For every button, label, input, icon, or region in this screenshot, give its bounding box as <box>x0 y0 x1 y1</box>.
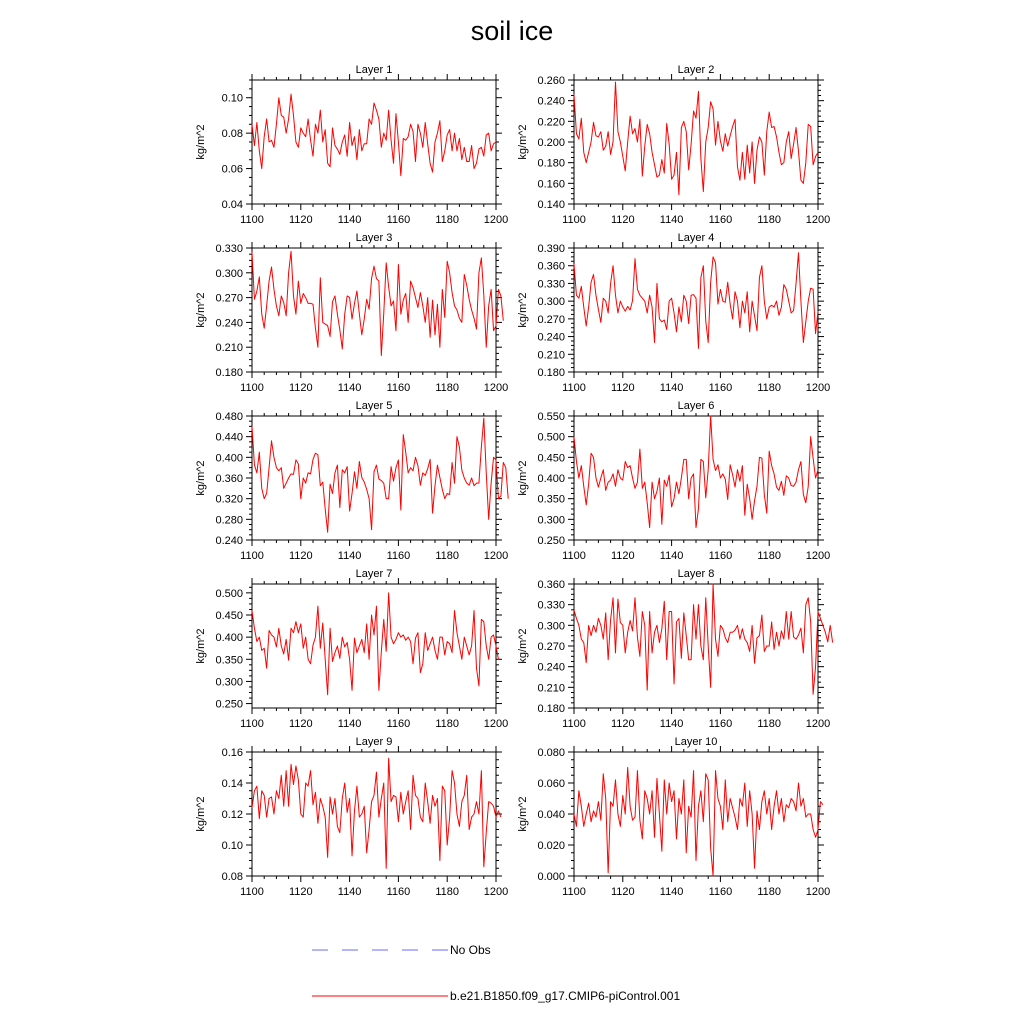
y-tick-label: 0.270 <box>215 292 243 305</box>
series-line <box>574 416 818 528</box>
y-tick-label: 0.440 <box>215 431 243 444</box>
y-tick-label: 0.400 <box>215 452 243 465</box>
y-tick-label: 0.330 <box>537 599 565 612</box>
y-tick-label: 0.260 <box>537 75 565 87</box>
series-line <box>574 253 818 349</box>
x-tick-label: 1200 <box>483 550 509 562</box>
x-tick-label: 1160 <box>708 886 733 898</box>
y-axis-label: kg/m^2 <box>517 796 529 832</box>
x-tick-label: 1180 <box>435 382 460 394</box>
x-tick-label: 1180 <box>757 718 782 730</box>
y-tick-label: 0.06 <box>221 163 243 176</box>
x-tick-label: 1120 <box>288 382 313 394</box>
y-tick-label: 0.210 <box>215 342 243 355</box>
x-tick-label: 1200 <box>805 718 831 730</box>
x-tick-label: 1140 <box>337 382 362 394</box>
x-tick-label: 1100 <box>240 214 264 226</box>
x-tick-label: 1180 <box>435 550 460 562</box>
y-tick-label: 0.180 <box>537 157 565 170</box>
y-axis-label: kg/m^2 <box>195 796 207 832</box>
x-tick-label: 1160 <box>386 718 411 730</box>
panel-title: Layer 7 <box>355 568 393 580</box>
y-tick-label: 0.180 <box>537 703 565 715</box>
y-tick-label: 0.210 <box>537 349 565 362</box>
x-tick-label: 1160 <box>708 550 733 562</box>
panel-title: Layer 4 <box>677 232 715 244</box>
x-tick-label: 1160 <box>386 382 411 394</box>
panel-6 <box>517 400 830 562</box>
x-tick-label: 1120 <box>610 886 635 898</box>
panel-3 <box>195 232 508 394</box>
panel-title: Layer 2 <box>677 64 715 76</box>
y-tick-label: 0.330 <box>215 243 243 255</box>
y-tick-label: 0.500 <box>537 431 565 444</box>
y-tick-label: 0.300 <box>537 620 565 633</box>
y-tick-label: 0.300 <box>215 267 243 280</box>
series-line <box>252 94 496 175</box>
panel-title: Layer 1 <box>355 64 393 76</box>
x-tick-label: 1140 <box>659 718 684 730</box>
x-tick-label: 1140 <box>659 382 684 394</box>
panel-frame <box>574 248 818 372</box>
y-tick-label: 0.400 <box>215 632 243 645</box>
y-tick-label: 0.350 <box>537 493 565 506</box>
y-tick-label: 0.300 <box>215 676 243 689</box>
panel-title: Layer 10 <box>674 736 718 748</box>
y-tick-label: 0.04 <box>221 199 243 211</box>
series-line <box>252 758 501 868</box>
x-tick-label: 1200 <box>483 718 509 730</box>
x-tick-label: 1120 <box>288 550 313 562</box>
y-tick-label: 0.330 <box>537 278 565 291</box>
y-axis-label: kg/m^2 <box>517 628 529 664</box>
y-axis-label: kg/m^2 <box>517 460 529 496</box>
x-tick-label: 1160 <box>386 550 411 562</box>
x-tick-label: 1200 <box>483 382 509 394</box>
panel-frame <box>252 752 496 876</box>
x-tick-label: 1200 <box>805 886 831 898</box>
x-tick-label: 1160 <box>386 214 411 226</box>
panel-frame <box>574 584 818 708</box>
y-axis-label: kg/m^2 <box>195 460 207 496</box>
x-tick-label: 1100 <box>562 718 586 730</box>
series-line <box>574 768 823 877</box>
y-tick-label: 0.140 <box>537 199 565 211</box>
x-tick-label: 1140 <box>337 718 362 730</box>
x-tick-label: 1160 <box>386 886 411 898</box>
y-tick-label: 0.250 <box>215 698 243 711</box>
legend-label: No Obs <box>450 943 491 957</box>
x-tick-label: 1180 <box>757 550 782 562</box>
y-axis-label: kg/m^2 <box>195 124 207 160</box>
legend <box>312 943 680 1003</box>
y-tick-label: 0.360 <box>537 260 565 273</box>
y-tick-label: 0.10 <box>221 840 243 852</box>
series-line <box>574 82 818 195</box>
x-tick-label: 1120 <box>288 718 313 730</box>
y-tick-label: 0.040 <box>537 809 565 821</box>
y-tick-label: 0.400 <box>537 473 565 485</box>
panel-1 <box>195 64 508 226</box>
y-tick-label: 0.550 <box>537 411 565 423</box>
y-tick-label: 0.060 <box>537 778 565 790</box>
x-tick-label: 1160 <box>708 718 733 730</box>
y-tick-label: 0.240 <box>215 317 243 330</box>
panel-frame <box>574 80 818 204</box>
panel-title: Layer 3 <box>355 232 393 244</box>
y-tick-label: 0.280 <box>215 514 243 527</box>
panel-8 <box>517 568 833 730</box>
series-line <box>252 251 503 355</box>
x-tick-label: 1100 <box>240 886 264 898</box>
x-tick-label: 1100 <box>240 718 264 730</box>
y-tick-label: 0.08 <box>221 128 243 141</box>
y-tick-label: 0.240 <box>537 661 565 674</box>
panel-5 <box>195 400 508 562</box>
x-tick-label: 1140 <box>659 886 684 898</box>
x-tick-label: 1180 <box>435 718 460 730</box>
y-axis-label: kg/m^2 <box>195 628 207 664</box>
y-tick-label: 0.10 <box>221 92 243 105</box>
x-tick-label: 1100 <box>562 382 586 394</box>
panel-7 <box>195 568 508 730</box>
x-tick-label: 1180 <box>757 382 782 394</box>
x-tick-label: 1180 <box>757 214 782 226</box>
y-tick-label: 0.300 <box>537 296 565 309</box>
y-tick-label: 0.12 <box>221 809 243 821</box>
y-tick-label: 0.220 <box>537 116 565 129</box>
panel-title: Layer 6 <box>677 400 715 412</box>
x-tick-label: 1180 <box>435 214 460 226</box>
y-tick-label: 0.200 <box>537 137 565 149</box>
legend-label: b.e21.B1850.f09_g17.CMIP6-piControl.001 <box>450 989 681 1003</box>
series-line <box>574 584 833 694</box>
y-tick-label: 0.180 <box>215 367 243 379</box>
x-tick-label: 1200 <box>805 382 831 394</box>
y-tick-label: 0.360 <box>537 579 565 591</box>
y-tick-label: 0.16 <box>221 747 243 759</box>
x-tick-label: 1120 <box>610 718 635 730</box>
y-tick-label: 0.020 <box>537 840 565 852</box>
x-tick-label: 1140 <box>659 550 684 562</box>
x-tick-label: 1140 <box>659 214 684 226</box>
y-tick-label: 0.360 <box>215 473 243 485</box>
x-tick-label: 1100 <box>562 214 586 226</box>
x-tick-label: 1160 <box>708 214 733 226</box>
page-title: soil ice <box>470 16 554 46</box>
x-tick-label: 1140 <box>337 214 362 226</box>
x-tick-label: 1200 <box>483 886 509 898</box>
y-axis-label: kg/m^2 <box>195 292 207 328</box>
panel-10 <box>517 736 830 898</box>
x-tick-label: 1140 <box>337 886 362 898</box>
y-tick-label: 0.270 <box>537 313 565 326</box>
y-tick-label: 0.270 <box>537 641 565 653</box>
y-tick-label: 0.180 <box>537 367 565 379</box>
series-line <box>252 418 508 532</box>
y-axis-label: kg/m^2 <box>517 124 529 160</box>
panel-9 <box>195 736 508 898</box>
y-tick-label: 0.450 <box>537 452 565 465</box>
x-tick-label: 1120 <box>610 382 635 394</box>
y-tick-label: 0.300 <box>537 514 565 527</box>
panel-title: Layer 8 <box>677 568 715 580</box>
x-tick-label: 1120 <box>610 214 635 226</box>
y-tick-label: 0.390 <box>537 243 565 255</box>
x-tick-label: 1100 <box>562 886 586 898</box>
x-tick-label: 1200 <box>483 214 509 226</box>
x-tick-label: 1100 <box>240 550 264 562</box>
x-tick-label: 1100 <box>240 382 264 394</box>
x-tick-label: 1100 <box>562 550 586 562</box>
x-tick-label: 1180 <box>435 886 460 898</box>
x-tick-label: 1160 <box>708 382 733 394</box>
y-tick-label: 0.240 <box>215 535 243 547</box>
y-tick-label: 0.450 <box>215 610 243 622</box>
series-line <box>252 593 498 695</box>
y-tick-label: 0.500 <box>215 587 243 600</box>
y-tick-label: 0.240 <box>537 331 565 344</box>
y-axis-label: kg/m^2 <box>517 292 529 328</box>
y-tick-label: 0.210 <box>537 682 565 695</box>
y-tick-label: 0.080 <box>537 747 565 759</box>
y-tick-label: 0.250 <box>537 535 565 547</box>
x-tick-label: 1120 <box>610 550 635 562</box>
x-tick-label: 1200 <box>805 214 831 226</box>
x-tick-label: 1140 <box>337 550 362 562</box>
x-tick-label: 1120 <box>288 214 313 226</box>
x-tick-label: 1200 <box>805 550 831 562</box>
y-tick-label: 0.08 <box>221 871 243 883</box>
y-tick-label: 0.14 <box>221 778 243 790</box>
y-tick-label: 0.320 <box>215 493 243 506</box>
y-tick-label: 0.000 <box>537 871 565 883</box>
panel-title: Layer 5 <box>355 400 393 412</box>
y-tick-label: 0.160 <box>537 178 565 191</box>
panel-title: Layer 9 <box>355 736 393 748</box>
x-tick-label: 1120 <box>288 886 313 898</box>
panel-2 <box>517 64 830 226</box>
y-tick-label: 0.480 <box>215 411 243 423</box>
y-tick-label: 0.240 <box>537 95 565 108</box>
panel-4 <box>517 232 830 394</box>
x-tick-label: 1180 <box>757 886 782 898</box>
y-tick-label: 0.350 <box>215 654 243 667</box>
